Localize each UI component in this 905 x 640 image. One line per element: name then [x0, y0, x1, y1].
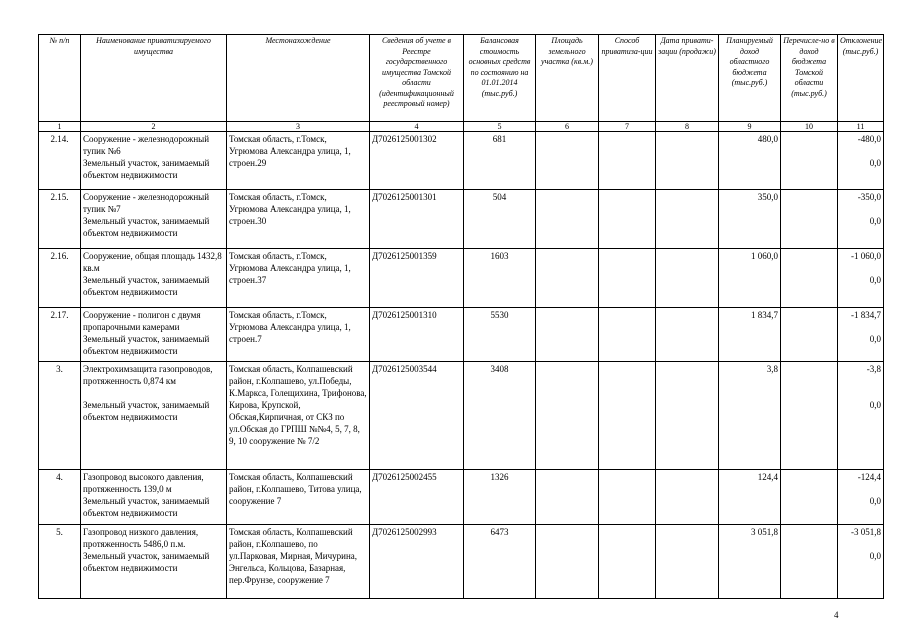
method-cell: [599, 362, 656, 470]
transferred-cell: [781, 190, 838, 249]
transferred-cell: [781, 525, 838, 599]
property-name: Сооружение - полигон с двумя пропарочными камерами: [83, 310, 201, 332]
balance-value: 1603: [464, 249, 536, 308]
transferred-cell: [781, 132, 838, 190]
date-cell: [656, 362, 719, 470]
property-name: Сооружение - железнодорожный тупик №7: [83, 192, 210, 214]
deviation-land-value: 0,0: [869, 334, 881, 344]
row-number: 2.15.: [39, 190, 81, 249]
deviation-value: -1 060,0: [851, 251, 881, 261]
area-cell: [536, 308, 599, 362]
balance-value: 504: [464, 190, 536, 249]
planned-income: 1 060,0: [719, 249, 781, 308]
transferred-cell: [781, 470, 838, 525]
balance-value: 6473: [464, 525, 536, 599]
method-cell: [599, 470, 656, 525]
property-name-cell: [81, 308, 227, 362]
page-number: 4: [834, 610, 839, 620]
column-number: 11: [838, 122, 884, 132]
registry-number: Д7026125001310: [370, 308, 464, 362]
registry-number: Д7026125001302: [370, 132, 464, 190]
location-cell: Томская область, г.Томск, Угрюмова Александра улица, 1, строен.29: [227, 132, 370, 190]
registry-number: Д7026125002993: [370, 525, 464, 599]
row-number: 2.16.: [39, 249, 81, 308]
row-number: 4.: [39, 470, 81, 525]
column-number: 8: [656, 122, 719, 132]
column-number: 7: [599, 122, 656, 132]
method-cell: [599, 190, 656, 249]
area-cell: [536, 470, 599, 525]
method-cell: [599, 525, 656, 599]
deviation-land-value: 0,0: [869, 158, 881, 168]
header-cell-registry: Сведения об учете в Реестре государственного имущества Томской области (идентификационный реестровый номер): [370, 35, 464, 122]
land-plot-text: Земельный участок, занимаемый объектом недвижимости: [83, 551, 210, 573]
table-row: [39, 132, 884, 190]
date-cell: [656, 308, 719, 362]
deviation-cell: [838, 132, 884, 190]
planned-income: 480,0: [719, 132, 781, 190]
column-number-row: [39, 122, 884, 132]
date-cell: [656, 249, 719, 308]
header-cell-deviation: Отклонение (тыс.руб.): [838, 35, 884, 122]
area-cell: [536, 132, 599, 190]
area-cell: [536, 362, 599, 470]
registry-number: Д7026125002455: [370, 470, 464, 525]
planned-income: 1 834,7: [719, 308, 781, 362]
header-cell-balance: Балансовая стоимость основных средств по состоянию на 01.01.2014 (тыс.руб.): [464, 35, 536, 122]
table-row: [39, 470, 884, 525]
property-name-cell: [81, 249, 227, 308]
header-row: [39, 35, 884, 122]
deviation-value: -124,4: [857, 472, 881, 482]
deviation-value: -3 051,8: [851, 527, 881, 537]
table-row: [39, 308, 884, 362]
planned-income: 350,0: [719, 190, 781, 249]
location-cell: Томская область, Колпашевский район, г.Колпашево, по ул.Парковая, Мирная, Мичурина, Энгельса, Кольцова, Базарная, пер.Фрунзе, сооружение 7: [227, 525, 370, 599]
registry-number: Д7026125001359: [370, 249, 464, 308]
location-cell: Томская область, г.Томск, Угрюмова Александра улица, 1, строен.7: [227, 308, 370, 362]
deviation-land-value: 0,0: [869, 216, 881, 226]
deviation-value: -3,8: [866, 364, 881, 374]
location-cell: Томская область, Колпашевский район, г.Колпашево, Титова улица, сооружение 7: [227, 470, 370, 525]
land-plot-text: Земельный участок, занимаемый объектом недвижимости: [83, 158, 210, 180]
property-name-cell: [81, 470, 227, 525]
header-cell-location: Местонахождение: [227, 35, 370, 122]
header-cell-transferred: Перечисле-но в доход бюджета Томской области (тыс.руб.): [781, 35, 838, 122]
balance-value: 5530: [464, 308, 536, 362]
transferred-cell: [781, 362, 838, 470]
deviation-land-value: 0,0: [869, 275, 881, 285]
property-name-cell: [81, 190, 227, 249]
method-cell: [599, 249, 656, 308]
table-row: [39, 525, 884, 599]
property-name: Газопровод высокого давления, протяженность 139,0 м: [83, 472, 204, 494]
row-number: 2.17.: [39, 308, 81, 362]
planned-income: 3 051,8: [719, 525, 781, 599]
date-cell: [656, 132, 719, 190]
transferred-cell: [781, 249, 838, 308]
column-number: 2: [81, 122, 227, 132]
header-cell-method: Способ приватиза-ции: [599, 35, 656, 122]
deviation-value: -1 834,7: [851, 310, 881, 320]
deviation-cell: [838, 470, 884, 525]
land-plot-text: Земельный участок, занимаемый объектом недвижимости: [83, 275, 210, 297]
property-name-cell: [81, 525, 227, 599]
land-plot-text: Земельный участок, занимаемый объектом недвижимости: [83, 400, 210, 422]
deviation-cell: [838, 190, 884, 249]
column-number: 1: [39, 122, 81, 132]
registry-number: Д7026125001301: [370, 190, 464, 249]
property-name-cell: [81, 362, 227, 470]
registry-number: Д7026125003544: [370, 362, 464, 470]
property-name-cell: [81, 132, 227, 190]
date-cell: [656, 525, 719, 599]
location-cell: Томская область, г.Томск, Угрюмова Александра улица, 1, строен.30: [227, 190, 370, 249]
table-row: [39, 362, 884, 470]
header-cell-name: Наименование приватизируемого имущества: [81, 35, 227, 122]
balance-value: 681: [464, 132, 536, 190]
deviation-cell: [838, 308, 884, 362]
land-plot-text: Земельный участок, занимаемый объектом недвижимости: [83, 334, 210, 356]
area-cell: [536, 249, 599, 308]
column-number: 3: [227, 122, 370, 132]
header-cell-number: № п/п: [39, 35, 81, 122]
balance-value: 3408: [464, 362, 536, 470]
deviation-land-value: 0,0: [869, 496, 881, 506]
row-number: 3.: [39, 362, 81, 470]
date-cell: [656, 470, 719, 525]
column-number: 4: [370, 122, 464, 132]
area-cell: [536, 190, 599, 249]
land-plot-text: Земельный участок, занимаемый объектом недвижимости: [83, 496, 210, 518]
date-cell: [656, 190, 719, 249]
land-plot-text: Земельный участок, занимаемый объектом недвижимости: [83, 216, 210, 238]
deviation-value: -350,0: [857, 192, 881, 202]
deviation-value: -480,0: [857, 134, 881, 144]
planned-income: 124,4: [719, 470, 781, 525]
property-name: Сооружение, общая площадь 1432,8 кв.м: [83, 251, 222, 273]
table-row: [39, 190, 884, 249]
column-number: 5: [464, 122, 536, 132]
column-number: 6: [536, 122, 599, 132]
deviation-land-value: 0,0: [869, 400, 881, 410]
property-name: Электрохимзащита газопроводов, протяженность 0,874 км: [83, 364, 213, 386]
header-cell-area: Площадь земельного участка (кв.м.): [536, 35, 599, 122]
header-cell-date: Дата привати-зации (продажи): [656, 35, 719, 122]
transferred-cell: [781, 308, 838, 362]
row-number: 2.14.: [39, 132, 81, 190]
deviation-cell: [838, 525, 884, 599]
column-number: 9: [719, 122, 781, 132]
property-name: Сооружение - железнодорожный тупик №6: [83, 134, 210, 156]
area-cell: [536, 525, 599, 599]
location-cell: Томская область, Колпашевский район, г.Колпашево, ул.Победы, К.Маркса, Голещихина, Трифонова, Кирова, Крупской, Обская,Кирпичная, от СКЗ по ул.Обская до ГРПШ №№4, 5, 7, 8, 9, 10 сооружение № 7/2: [227, 362, 370, 470]
deviation-land-value: 0,0: [869, 551, 881, 561]
privatization-table: [38, 34, 884, 599]
header-cell-planned: Планируемый доход областного бюджета (тыс.руб.): [719, 35, 781, 122]
method-cell: [599, 308, 656, 362]
deviation-cell: [838, 362, 884, 470]
table-row: [39, 249, 884, 308]
location-cell: Томская область, г.Томск, Угрюмова Александра улица, 1, строен.37: [227, 249, 370, 308]
balance-value: 1326: [464, 470, 536, 525]
method-cell: [599, 132, 656, 190]
deviation-cell: [838, 249, 884, 308]
row-number: 5.: [39, 525, 81, 599]
property-name: Газопровод низкого давления, протяженность 5486,0 п.м.: [83, 527, 199, 549]
column-number: 10: [781, 122, 838, 132]
planned-income: 3,8: [719, 362, 781, 470]
